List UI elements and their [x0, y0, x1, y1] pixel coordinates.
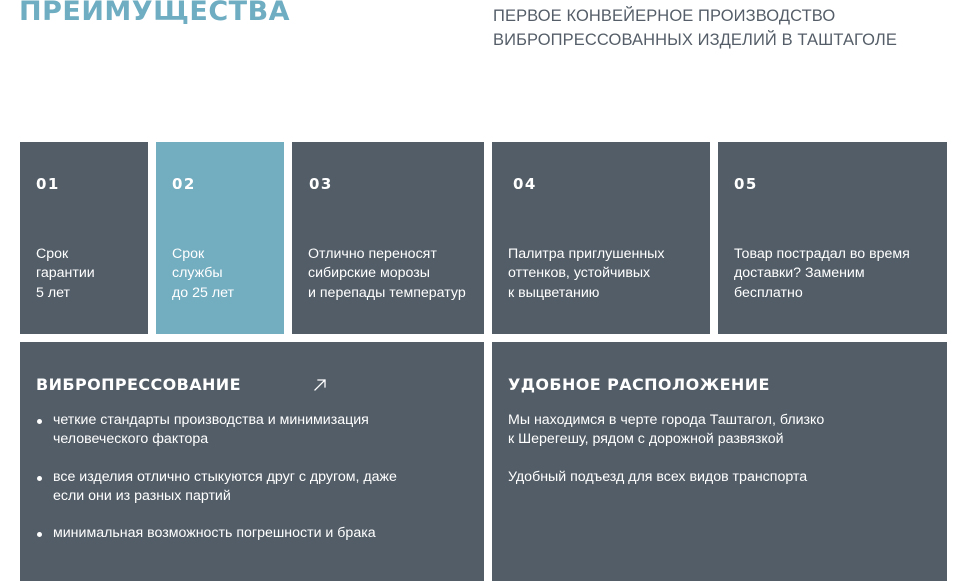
bullet-icon: [37, 532, 42, 537]
card-number: 02: [172, 175, 196, 193]
card-text: Товар пострадал во время доставки? Заменим бесплатно: [734, 246, 910, 301]
list-item-text: четкие стандарты производства и минимизация человеческого фактора: [53, 412, 369, 447]
card-text: Срок службы до 25 лет: [172, 246, 235, 301]
card-text: Палитра приглушенных оттенков, устойчивых к выцветанию: [508, 246, 665, 301]
vibropressing-card[interactable]: [20, 342, 484, 581]
page-title: ПРЕИМУЩЕСТВА: [19, 0, 291, 27]
page-subtitle: ПЕРВОЕ КОНВЕЙЕРНОЕ ПРОИЗВОДСТВО ВИБРОПРЕССОВАННЫХ ИЗДЕЛИЙ В ТАШТАГОЛЕ: [493, 7, 897, 49]
arrow-up-right-icon[interactable]: [313, 378, 327, 392]
advantage-card-02: [156, 142, 284, 334]
list-item: [36, 411, 466, 449]
card-text: Отлично переносят сибирские морозы и перепады температур: [308, 246, 466, 301]
location-title: УДОБНОЕ РАСПОЛОЖЕНИЕ: [508, 375, 770, 394]
list-item: [36, 468, 466, 506]
vibropressing-list: [36, 411, 466, 562]
advantage-card-03: [292, 142, 484, 334]
advantage-card-01: [20, 142, 148, 334]
location-card: [492, 342, 947, 581]
list-item: [36, 524, 466, 543]
transport-text: Удобный подъезд для всех видов транспорта: [508, 469, 808, 485]
bullet-icon: [37, 419, 42, 424]
card-number: 01: [36, 175, 60, 193]
list-item-text: минимальная возможность погрешности и брака: [53, 525, 376, 542]
advantage-card-04: [492, 142, 710, 334]
location-text: Мы находимся в черте города Таштагол, близко к Шерегешу, рядом с дорожной развязкой: [508, 412, 825, 447]
list-item-text: все изделия отлично стыкуются друг с другом, даже если они из разных партий: [53, 468, 397, 504]
card-number: 05: [734, 175, 758, 193]
card-number: 04: [513, 175, 537, 193]
vibropressing-title[interactable]: ВИБРОПРЕССОВАНИЕ: [36, 375, 241, 394]
card-text: Срок гарантии 5 лет: [36, 246, 95, 301]
bullet-icon: [37, 476, 42, 481]
advantage-card-05: [718, 142, 947, 334]
card-number: 03: [309, 175, 333, 193]
